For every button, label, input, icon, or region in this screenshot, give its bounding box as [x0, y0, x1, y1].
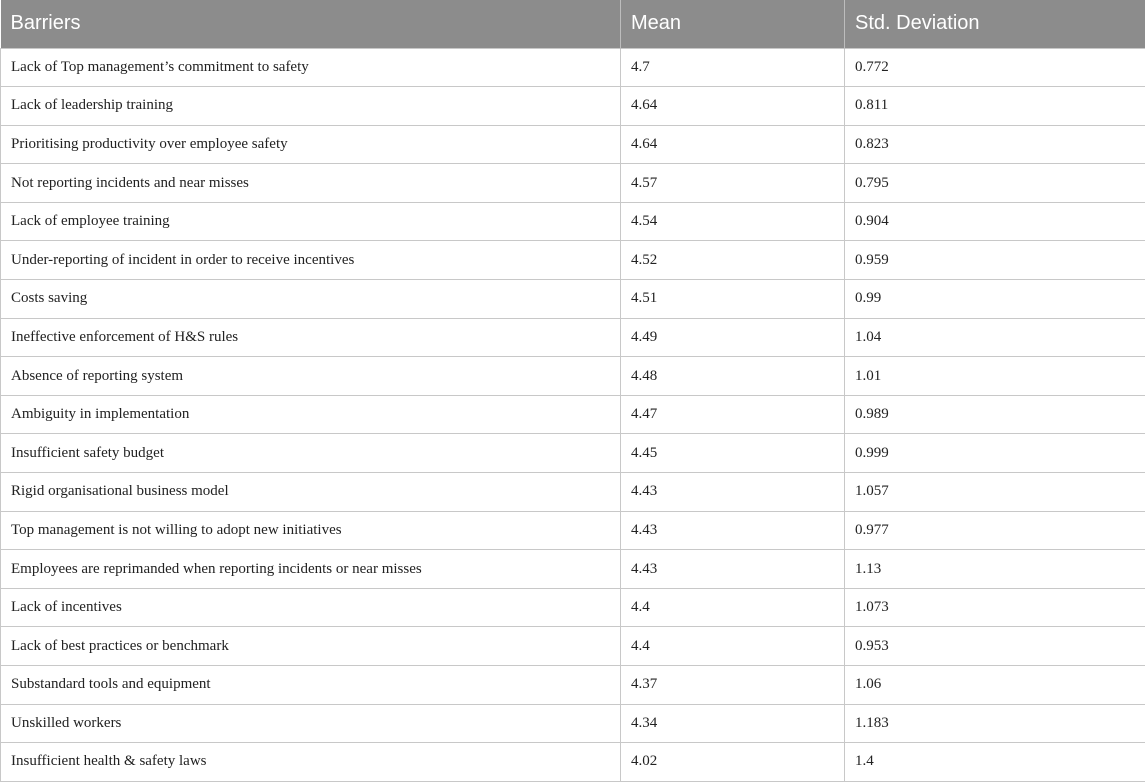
mean-cell: 4.64: [621, 87, 845, 126]
barrier-cell: Prioritising productivity over employee safety: [1, 125, 621, 164]
mean-cell: 4.43: [621, 473, 845, 512]
barrier-cell: Substandard tools and equipment: [1, 666, 621, 705]
mean-cell: 4.4: [621, 627, 845, 666]
mean-cell: 4.47: [621, 395, 845, 434]
header-row: [1, 0, 1145, 48]
table-row: [1, 318, 1145, 357]
mean-cell: 4.43: [621, 511, 845, 550]
table-row: [1, 202, 1145, 241]
mean-cell: 4.02: [621, 743, 845, 782]
std-deviation-cell: 1.04: [845, 318, 1145, 357]
table-row: [1, 395, 1145, 434]
barrier-cell: Lack of best practices or benchmark: [1, 627, 621, 666]
table-row: [1, 588, 1145, 627]
header-std-deviation: Std. Deviation: [845, 0, 1145, 48]
std-deviation-cell: 0.99: [845, 280, 1145, 319]
barrier-cell: Ambiguity in implementation: [1, 395, 621, 434]
table-row: [1, 743, 1145, 782]
barrier-cell: Employees are reprimanded when reporting incidents or near misses: [1, 550, 621, 589]
header-mean: Mean: [621, 0, 845, 48]
table-body: [1, 48, 1145, 781]
barrier-cell: Lack of leadership training: [1, 87, 621, 126]
table-row: [1, 87, 1145, 126]
table-row: [1, 280, 1145, 319]
std-deviation-cell: 1.4: [845, 743, 1145, 782]
std-deviation-cell: 0.823: [845, 125, 1145, 164]
std-deviation-cell: 1.183: [845, 704, 1145, 743]
barrier-cell: Ineffective enforcement of H&S rules: [1, 318, 621, 357]
std-deviation-cell: 1.073: [845, 588, 1145, 627]
std-deviation-cell: 0.977: [845, 511, 1145, 550]
barrier-cell: Under-reporting of incident in order to receive incentives: [1, 241, 621, 280]
table-row: [1, 550, 1145, 589]
table-row: [1, 164, 1145, 203]
barrier-cell: Lack of Top management’s commitment to safety: [1, 48, 621, 87]
std-deviation-cell: 1.01: [845, 357, 1145, 396]
std-deviation-cell: 1.057: [845, 473, 1145, 512]
mean-cell: 4.54: [621, 202, 845, 241]
std-deviation-cell: 0.811: [845, 87, 1145, 126]
table-row: [1, 357, 1145, 396]
table-header: [1, 0, 1145, 48]
mean-cell: 4.48: [621, 357, 845, 396]
barrier-cell: Costs saving: [1, 280, 621, 319]
barrier-cell: Top management is not willing to adopt new initiatives: [1, 511, 621, 550]
mean-cell: 4.64: [621, 125, 845, 164]
table-row: [1, 434, 1145, 473]
barrier-cell: Absence of reporting system: [1, 357, 621, 396]
std-deviation-cell: 0.904: [845, 202, 1145, 241]
barrier-cell: Rigid organisational business model: [1, 473, 621, 512]
table-row: [1, 48, 1145, 87]
std-deviation-cell: 0.999: [845, 434, 1145, 473]
mean-cell: 4.4: [621, 588, 845, 627]
barrier-cell: Unskilled workers: [1, 704, 621, 743]
table-row: [1, 241, 1145, 280]
mean-cell: 4.34: [621, 704, 845, 743]
table-row: [1, 666, 1145, 705]
barrier-cell: Insufficient health & safety laws: [1, 743, 621, 782]
header-barriers: Barriers: [1, 0, 621, 48]
std-deviation-cell: 0.989: [845, 395, 1145, 434]
mean-cell: 4.51: [621, 280, 845, 319]
barrier-cell: Lack of employee training: [1, 202, 621, 241]
mean-cell: 4.7: [621, 48, 845, 87]
std-deviation-cell: 0.959: [845, 241, 1145, 280]
mean-cell: 4.43: [621, 550, 845, 589]
std-deviation-cell: 1.13: [845, 550, 1145, 589]
table-row: [1, 125, 1145, 164]
table-row: [1, 704, 1145, 743]
mean-cell: 4.37: [621, 666, 845, 705]
mean-cell: 4.49: [621, 318, 845, 357]
table-row: [1, 627, 1145, 666]
barrier-cell: Lack of incentives: [1, 588, 621, 627]
table-row: [1, 511, 1145, 550]
std-deviation-cell: 0.795: [845, 164, 1145, 203]
mean-cell: 4.57: [621, 164, 845, 203]
table-row: [1, 473, 1145, 512]
barrier-cell: Insufficient safety budget: [1, 434, 621, 473]
mean-cell: 4.45: [621, 434, 845, 473]
std-deviation-cell: 0.772: [845, 48, 1145, 87]
std-deviation-cell: 0.953: [845, 627, 1145, 666]
mean-cell: 4.52: [621, 241, 845, 280]
barrier-cell: Not reporting incidents and near misses: [1, 164, 621, 203]
std-deviation-cell: 1.06: [845, 666, 1145, 705]
